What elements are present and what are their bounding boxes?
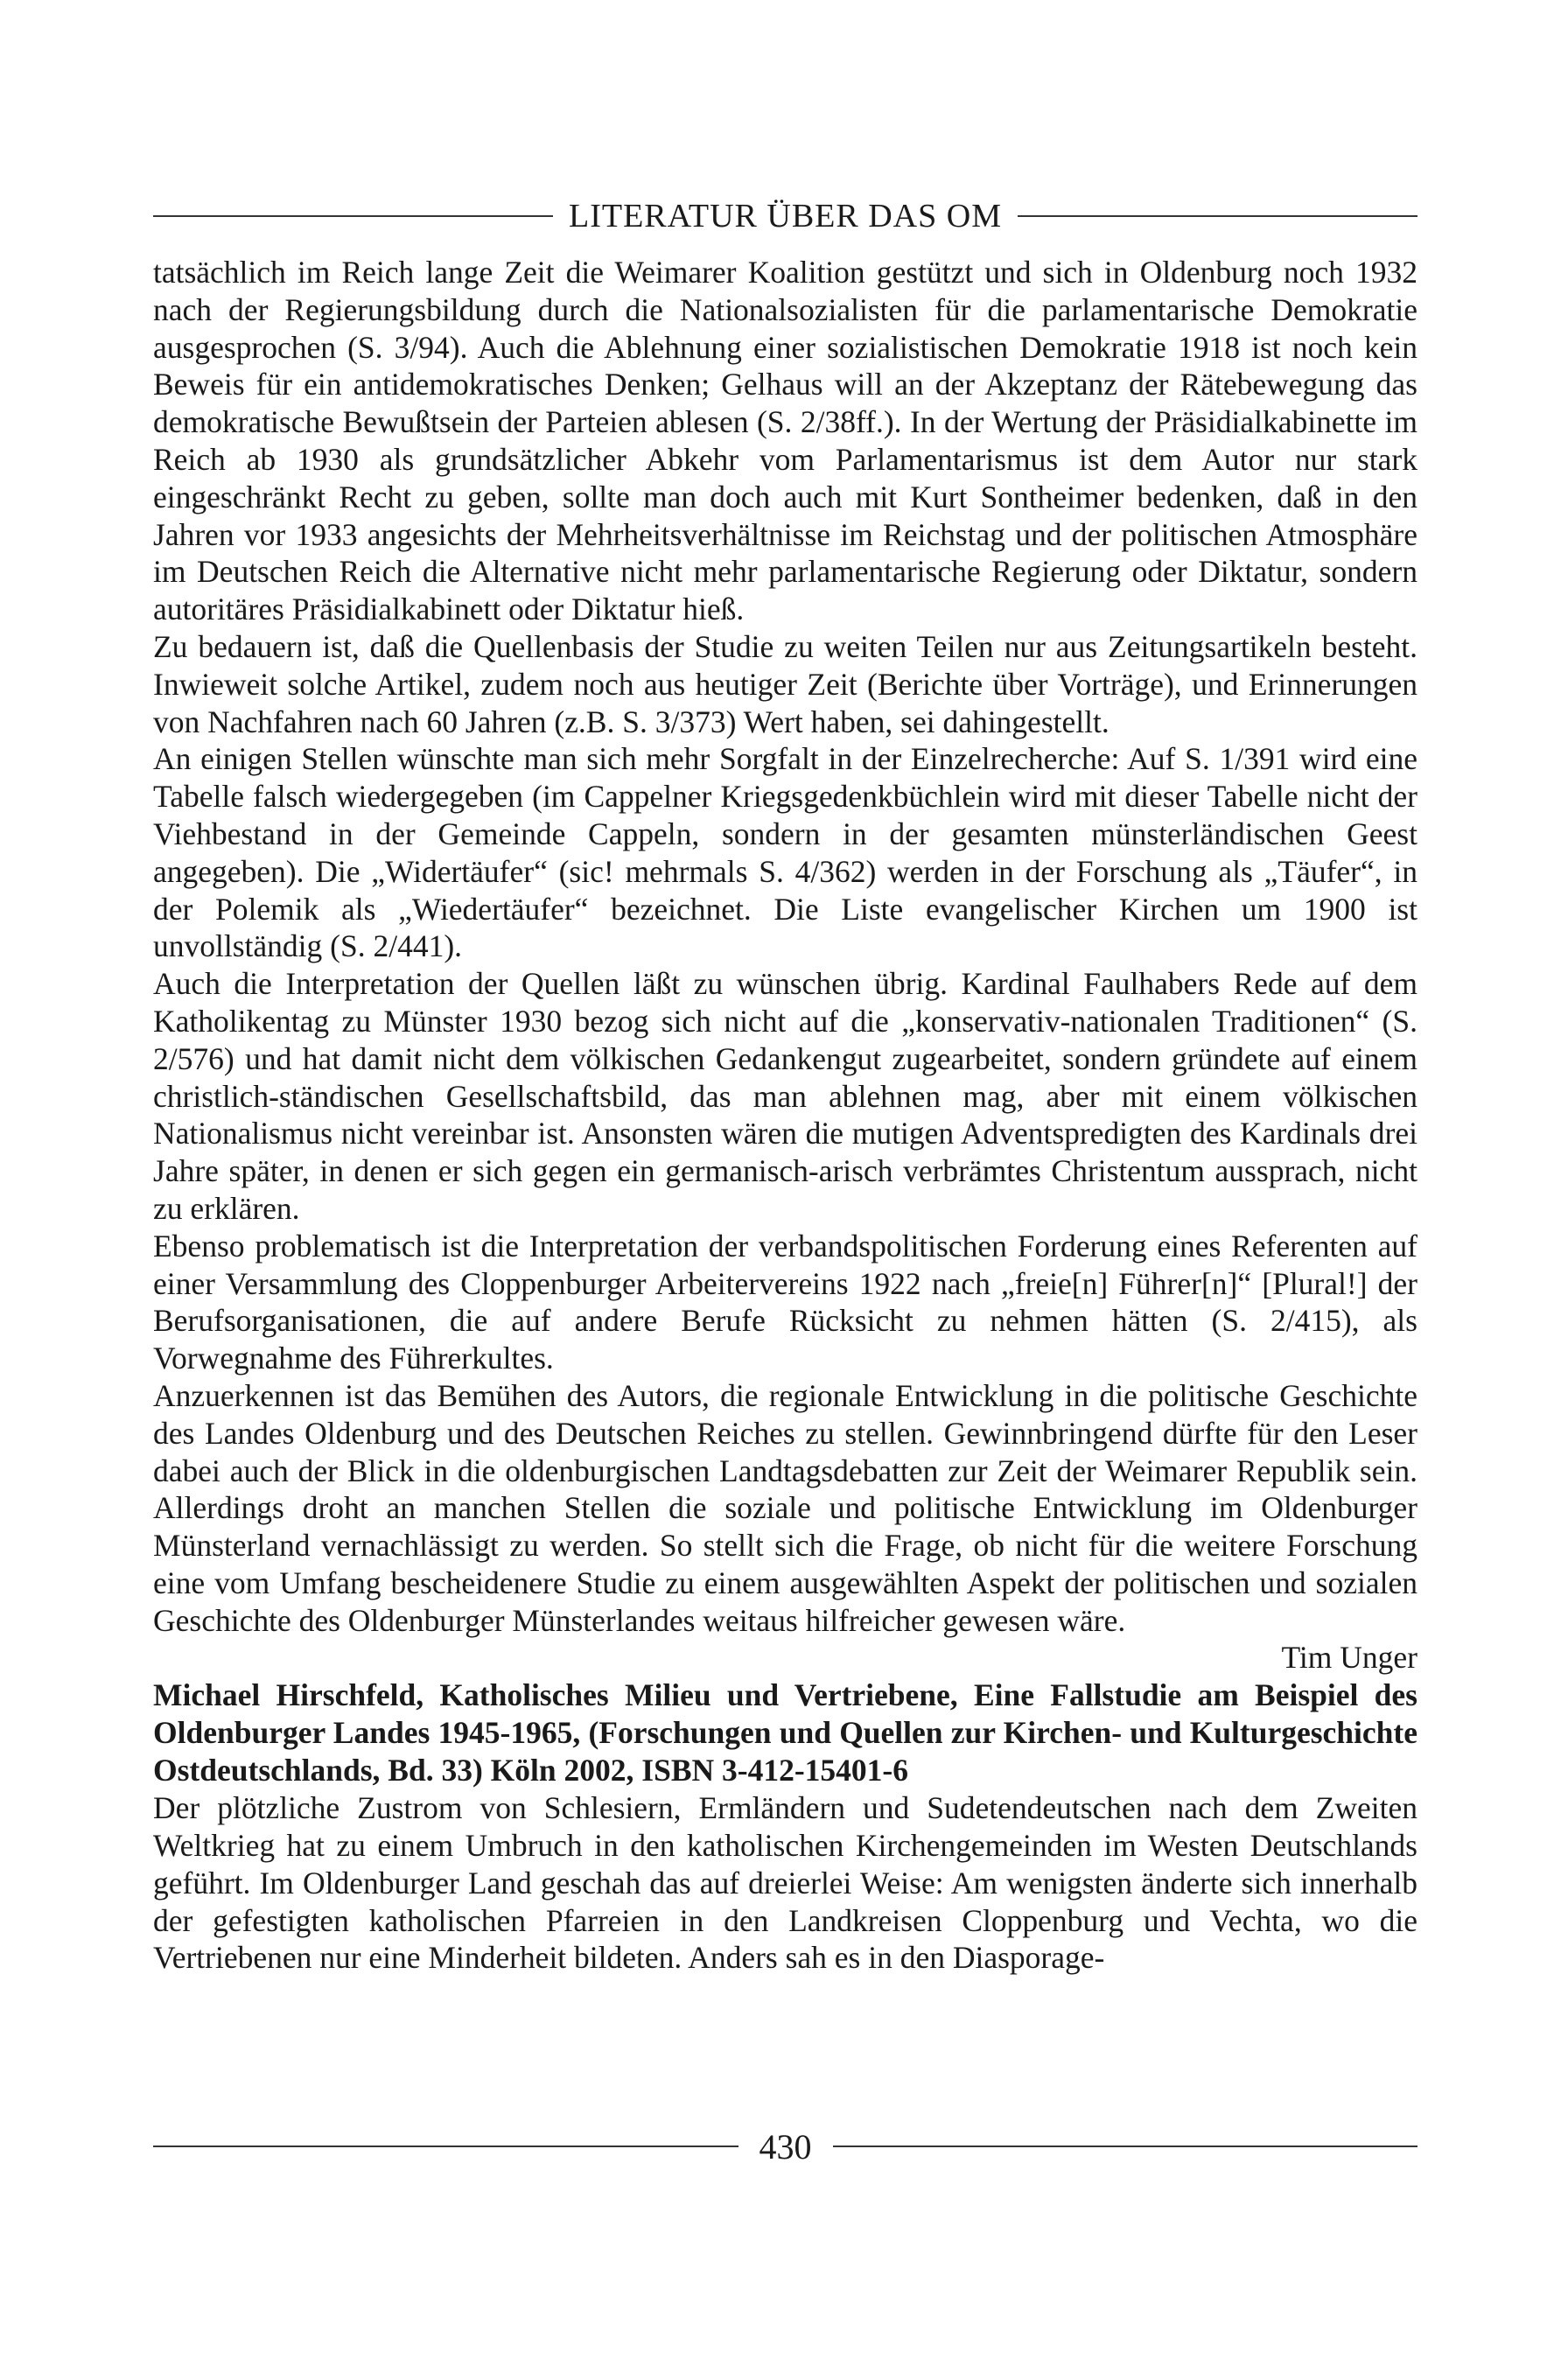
header-rule-right	[1018, 215, 1418, 217]
book-page	[153, 175, 1418, 2292]
running-head	[153, 194, 1418, 238]
running-head-title: LITERATUR ÜBER DAS OM	[569, 198, 1002, 234]
paragraph: Anzuerkennen ist das Bemühen des Autors, die regionale Entwicklung in die politische Geschichte des Landes Oldenburg und des Deutschen Reiches zu stellen. Gewinnbringend dürfte für den Leser dabei auch der Blick in die oldenburgischen Landtagsdebatten zur Zeit der Weimarer Republik sein. Allerdings droht an manchen Stellen die soziale und politische Entwicklung im Oldenburger Münsterland vernachlässigt zu werden. So stellt sich die Frage, ob nicht für die weitere Forschung eine vom Umfang bescheidenere Studie zu einem ausgewählten Aspekt der politischen und sozialen Geschichte des Oldenburger Münsterlandes weitaus hilfreicher gewesen wäre.	[153, 1377, 1418, 1638]
paragraph: tatsächlich im Reich lange Zeit die Weimarer Koalition gestützt und sich in Oldenburg noch 1932 nach der Regierungsbildung durch die Nationalsozialisten für die parlamentarische Demokratie ausgesprochen (S. 3/94). Auch die Ablehnung einer sozialistischen Demokratie 1918 ist noch kein Beweis für ein antidemokratisches Denken; Gelhaus will an der Akzeptanz der Rätebewegung das demokratische Bewußtsein der Parteien ablesen (S. 2/38ff.). In der Wertung der Präsidialkabinette im Reich ab 1930 als grundsätzlicher Abkehr vom Parlamentarismus ist dem Autor nur stark eingeschränkt Recht zu geben, sollte man doch auch mit Kurt Sontheimer bedenken, daß in den Jahren vor 1933 angesichts der Mehrheitsverhältnisse im Reichstag und der politischen Atmosphäre im Deutschen Reich die Alternative nicht mehr parlamentarische Regierung oder Diktatur, sondern autoritäres Präsidialkabinett oder Diktatur hieß.	[153, 255, 1418, 627]
review-text: Der plötzliche Zustrom von Schlesiern, Ermländern und Sudetendeutschen nach dem Zweiten Weltkrieg hat zu einem Umbruch in den katholischen Kirchengemeinden im Westen Deutschlands geführt. Im Oldenburger Land geschah das auf dreierlei Weise: Am wenigsten änderte sich innerhalb der gefestigten katholischen Pfarreien in den Landkreisen Cloppenburg und Vechta, wo die Vertriebenen nur eine Minderheit bildeten. Anders sah es in den Diasporage-	[153, 1790, 1418, 1976]
page-number: 430	[759, 2126, 812, 2166]
page-footer	[153, 2122, 1418, 2171]
header-rule-left	[153, 215, 553, 217]
paragraph: An einigen Stellen wünschte man sich mehr Sorgfalt in der Einzelrecherche: Auf S. 1/391 wird eine Tabelle falsch wiedergegeben (im Cappelner Kriegsgedenkbüchlein wird mit dieser Tabelle nicht der Viehbestand in der Gemeinde Cappeln, sondern in der gesamten münsterländischen Geest angegeben). Die „Widertäufer“ (sic! mehrmals S. 4/362) werden in der Forschung als „Täufer“, in der Polemik als „Wiedertäufer“ bezeichnet. Die Liste evangelischer Kirchen um 1900 ist unvollständig (S. 2/441).	[153, 741, 1418, 964]
paragraph: Auch die Interpretation der Quellen läßt zu wünschen übrig. Kardinal Faulhabers Rede auf dem Katholikentag zu Münster 1930 bezog sich nicht auf die „konservativ-nationalen Traditionen“ (S. 2/576) und hat damit nicht dem völkischen Gedankengut zugearbeitet, sondern gründete auf einem christlich-ständischen Gesellschaftsbild, das man ablehnen mag, aber mit einem völkischen Nationalismus nicht vereinbar ist. Ansonsten wären die mutigen Adventspredigten des Kardinals drei Jahre später, in denen er sich gegen ein germanisch-arisch verbrämtes Christentum aussprach, nicht zu erklären.	[153, 966, 1418, 1226]
paragraph: Zu bedauern ist, daß die Quellenbasis der Studie zu weiten Teilen nur aus Zeitungsartikeln besteht. Inwieweit solche Artikel, zudem noch aus heutiger Zeit (Berichte über Vorträge), und Erinnerungen von Nachfahren nach 60 Jahren (z.B. S. 3/373) Wert haben, sei dahingestellt.	[153, 628, 1418, 739]
paragraph: Ebenso problematisch ist die Interpretation der verbandspolitischen Forderung eines Referenten auf einer Versammlung des Cloppenburger Arbeitervereins 1922 nach „freie[n] Führer[n]“ [Plural!] der Berufsorganisationen, die auf andere Berufe Rücksicht zu nehmen hätten (S. 2/415), als Vorwegnahme des Führerkultes.	[153, 1228, 1418, 1376]
page-body	[153, 254, 1418, 1977]
review-heading: Michael Hirschfeld, Katholisches Milieu und Vertriebene, Eine Fallstudie am Beispiel des Oldenburger Landes 1945-1965, (Forschungen und Quellen zur Kirchen- und Kulturgeschichte Ostdeutschlands, Bd. 33) Köln 2002, ISBN 3-412-15401-6	[153, 1677, 1418, 1788]
footer-rule-right	[833, 2146, 1418, 2147]
reviewer-signature: Tim Unger	[1281, 1640, 1418, 1676]
footer-rule-left	[153, 2146, 738, 2147]
